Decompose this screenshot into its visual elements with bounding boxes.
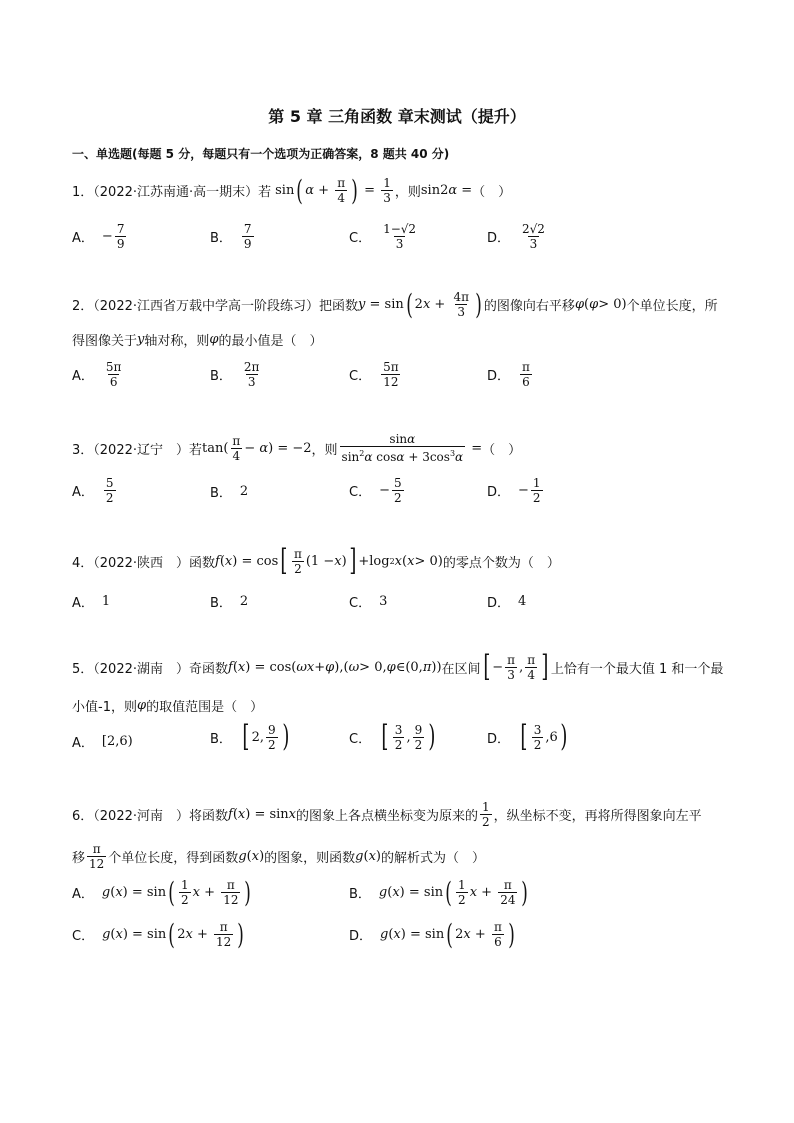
section-heading: 一、单选题(每题 5 分，每题只有一个选项为正确答案，8 题共 40 分) [72,147,450,161]
question-3: 3．（2022·辽宁 ）若 tan( $\frac{\pi}{4}$ − α) = −2 ，则 $\frac{\sin\alpha}{\sin^2\alpha \cos\alpha + 3\cos^3\alpha}$ = （ ） [72,432,522,464]
q2-option-a[interactable]: A． $\frac{5\pi}{6}$ [72,360,122,389]
q3-option-b[interactable]: B． 2 [210,484,249,501]
q6-option-b[interactable]: B． g ( x ) = sin ( $\frac{1}{2}$ x + $\frac{\pi}{24}$ ) [349,875,529,909]
q2-option-b[interactable]: B． $\frac{2\pi}{3}$ [210,360,260,389]
q5-option-a[interactable]: A． [2,6) [72,734,133,751]
q4-option-c[interactable]: C． 3 [349,594,388,611]
q3-option-a[interactable]: A． $\frac{5}{2}$ [72,476,114,505]
q5-option-c[interactable]: C． [ $\frac{3}{2}$ , $\frac{9}{2}$ ) [349,719,436,754]
q3-option-d[interactable]: D． − $\frac{1}{2}$ [487,476,541,505]
q3-option-c[interactable]: C． − $\frac{5}{2}$ [349,476,402,505]
q6-option-d[interactable]: D． g ( x ) = sin ( 2 x + $\frac{\pi}{6}$ ) [349,917,515,951]
q1-option-c[interactable]: C． $\frac{1-√2}{3}$ [349,222,417,251]
page-title: 第 5 章 三角函数 章末测试（提升） [268,107,526,126]
q1-option-a[interactable]: A． − $\frac{7}{9}$ [72,222,125,251]
q6-option-c[interactable]: C． g ( x ) = sin ( 2 x + $\frac{\pi}{12}$ ) [72,917,245,951]
q5-option-d[interactable]: D． [ $\frac{3}{2}$ ,6 ) [487,719,568,754]
question-5: 5．（2022·湖南 ）奇函数 f ( x ) = cos( ωx + φ ),( ω > 0, φ ∈(0, π )) 在区间 [ − $\frac{\pi}{3}$ , $\frac{\pi}{4}$ ] 上恰有一个最大值 1 和一个最 [72,649,724,684]
question-2-line-2: 得图像关于 y 轴对称，则 φ 的最小值是（ ） [72,332,323,349]
question-1: 1．（2022·江苏南通·高一期末）若 sin ( α + $\frac{\pi}{4}$ ) = $\frac{1}{3}$ ，则 sin2α = （ ） [72,173,512,207]
question-4: 4．（2022·陕西 ）函数 f ( x ) = cos [ $\frac{\pi}{2}$ (1 − x ) ] +log 2 x ( x > 0) 的零点个数为（ ） [72,543,560,578]
question-5-line-2: 小值-1，则 φ 的取值范围是（ ） [72,698,264,715]
question-2: 2．（2022·江西省万载中学高一阶段练习）把函数 y = sin ( 2 x + $\frac{4\pi}{3}$ ) 的图像向右平移 φ ( φ > 0) 个单位长度，所 [72,287,718,321]
q1-option-d[interactable]: D． $\frac{2√2}{3}$ [487,222,545,251]
q1-option-b[interactable]: B． $\frac{7}{9}$ [210,222,252,251]
q4-option-b[interactable]: B． 2 [210,594,249,611]
q2-option-c[interactable]: C． $\frac{5\pi}{12}$ [349,360,399,389]
question-6-line-2: 移 $\frac{\pi}{12}$ 个单位长度，得到函数 g ( x ) 的图象，则函数 g ( x ) 的解析式为（ ） [72,842,485,871]
q4-option-d[interactable]: D． 4 [487,594,527,611]
q4-option-a[interactable]: A． 1 [72,594,111,611]
q6-option-a[interactable]: A． g ( x ) = sin ( $\frac{1}{2}$ x + $\frac{\pi}{12}$ ) [72,875,252,909]
question-6: 6．（2022·河南 ）将函数 f ( x ) = sin x 的图象上各点横坐标变为原来的 $\frac{1}{2}$ ，纵坐标不变，再将所得图象向左平 [72,800,702,829]
q2-option-d[interactable]: D． $\frac{\pi}{6}$ [487,360,530,389]
q5-option-b[interactable]: B． [ 2, $\frac{9}{2}$ ) [210,719,290,754]
